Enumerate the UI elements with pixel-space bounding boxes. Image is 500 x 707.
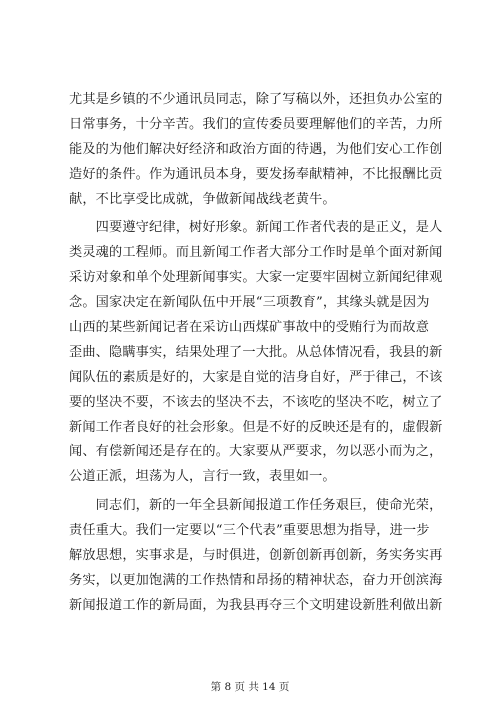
paragraph-1 — [69, 88, 443, 212]
text-line: 歪曲、隐瞒事实，结果处理了一大批。从总体情况看，我县的新 — [69, 344, 443, 360]
text-line: 新闻报道工作的新局面，为我县再夺三个文明建设新胜利做出新 — [69, 597, 443, 613]
document-body — [69, 88, 443, 619]
text-line: 采访对象和单个处理新闻事实。大家一定要牢固树立新闻纪律观 — [69, 270, 443, 286]
text-line: 四要遵守纪律，树好形象。新闻工作者代表的是正义，是人 — [69, 220, 443, 236]
text-line: 尤其是乡镇的不少通讯员同志，除了写稿以外，还担负办公室的 — [69, 92, 443, 107]
text-line: 闻队伍的素质是好的，大家是自觉的洁身自好，严于律己，不该 — [69, 369, 443, 385]
text-line: 日常事务，十分辛苦。我们的宣传委员要理解他们的辛苦，力所 — [69, 116, 443, 132]
paragraph-2 — [69, 216, 443, 490]
page-number-footer: 第 8 页 共 14 页 — [210, 681, 290, 693]
text-line: 责任重大。我们一定要以“三个代表”重要思想为指导，进一步 — [69, 523, 430, 539]
text-line: 新闻工作者良好的社会形象。但是不好的反映还是有的，虚假新 — [69, 419, 443, 435]
text-line: 公道正派，坦荡为人，言行一致，表里如一。 — [69, 469, 336, 485]
text-line: 类灵魂的工程师。而且新闻工作者大部分工作时是单个面对新闻 — [69, 245, 443, 261]
text-line: 念。国家决定在新闻队伍中开展“三项教育”，其缘头就是因为 — [69, 295, 430, 311]
text-line: 务实，以更加饱满的工作热情和昂扬的精神状态，奋力开创滨海 — [69, 572, 443, 588]
text-line: 造好的条件。作为通讯员本身，要发扬奉献精神，不比报酬比贡 — [69, 166, 443, 182]
text-line: 能及的为他们解决好经济和政治方面的待遇，为他们安心工作创 — [69, 141, 443, 157]
text-line: 要的坚决不要，不该去的坚决不去，不该吃的坚决不吃，树立了 — [69, 394, 443, 410]
text-line: 闻、有偿新闻还是存在的。大家要从严要求，勿以恶小而为之， — [69, 444, 443, 460]
text-line: 同志们，新的一年全县新闻报道工作任务艰巨，使命光荣， — [69, 498, 443, 514]
text-line: 山西的某些新闻记者在采访山西煤矿事故中的受贿行为而故意 — [69, 320, 430, 336]
text-line: 献，不比享受比成就，争做新闻战线老黄牛。 — [69, 191, 336, 207]
text-line: 解放思想，实事求是，与时俱进，创新创新再创新，务实务实再 — [69, 548, 443, 564]
paragraph-3 — [69, 494, 443, 618]
